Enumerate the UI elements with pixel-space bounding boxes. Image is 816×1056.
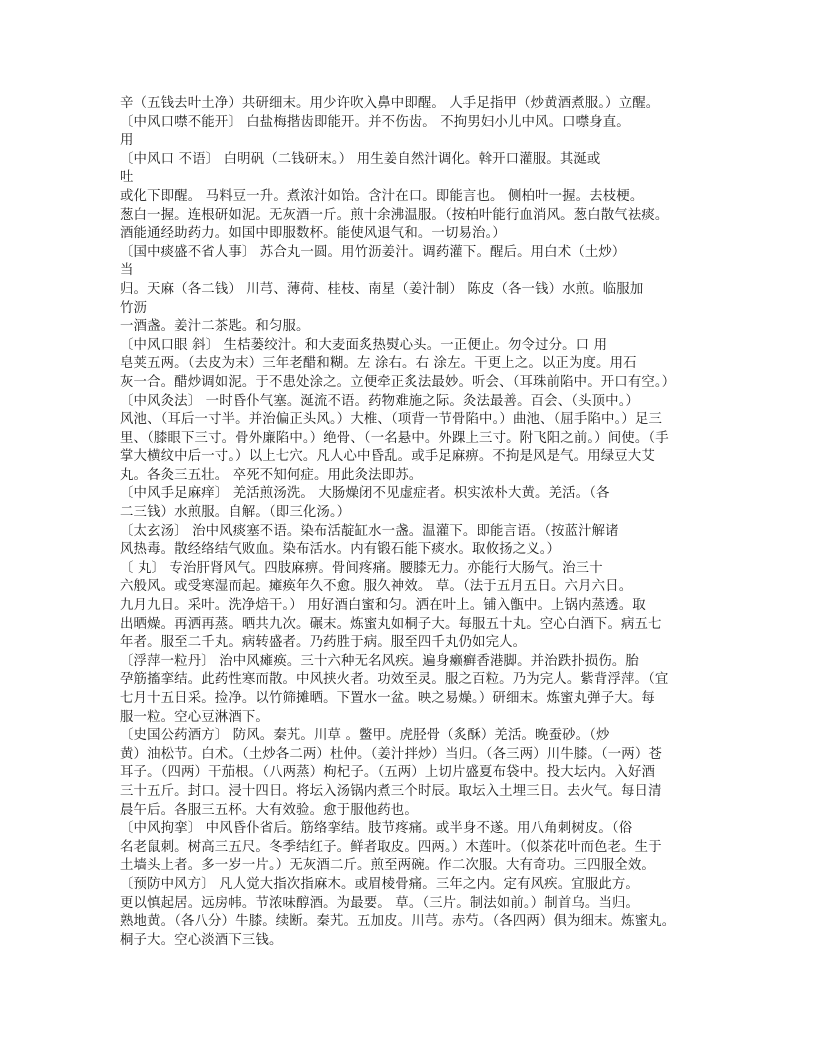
text-line: 二三钱）水煎服。自解。（即三化汤。） [120, 505, 351, 521]
text-line: 〔预防中风方〕 凡人觉大指次指麻木。或眉棱骨痛。三年之内。定有风疾。宜服此方。 [120, 876, 639, 892]
text-line: 桐子大。空心淡酒下三钱。 [120, 932, 283, 948]
text-line: 孕筋搐挛结。此药性寒而散。中风挟火者。功效至灵。服之百粒。乃为完人。紫背浮萍。（宜 [120, 672, 669, 688]
text-line: 〔中风灸法〕 一时昏仆气塞。涎流不语。药物难施之际。灸法最善。百会、（头顶中。） [120, 393, 640, 409]
text-line: 〔浮萍一粒丹〕 治中风瘫痪。三十六种无名风疾。遍身癞癣香港脚。并治跌扑损伤。胎 [120, 653, 639, 669]
text-line: 皂荚五两。（去皮为末）三年老醋和糊。左 涂右。右 涂左。干更上之。以正为度。用石 [120, 356, 637, 372]
text-line: 掌大横纹中后一寸。）以上七穴。凡人心中昏乱。或手足麻痹。不拘是风是气。用绿豆大艾 [120, 449, 655, 465]
text-line: 名老鼠刺。树高三五尺。冬季结红子。鲜者取皮。四两。）木莲叶。（似茶花叶而色老。生于 [120, 839, 662, 855]
text-line: 〔中风口 不语〕 白明矾（二钱研末。） 用生姜自然汁调化。斡开口灌服。其涎或 [120, 151, 601, 167]
text-line: 辛（五钱去叶土净）共研细末。用少许吹入鼻中即醒。 人手足指甲（炒黄酒煮服。）立醒。 [120, 96, 660, 111]
text-line: 〔中风口眼 斜〕 生桔蒌绞汁。和大麦面炙热熨心头。一正便止。勿令过分。口 用 [120, 337, 608, 353]
text-line: 吐 [120, 170, 134, 186]
text-line: 年者。服至二千丸。病转盛者。乃药胜于病。服至四千丸仍如完人。 [120, 635, 527, 651]
text-line: 晨午后。各服三五杯。大有效验。愈于服他药也。 [120, 802, 418, 818]
text-line: 风池、（耳后一寸半。并治偏正头风。）大椎、（项背一节骨陷中。）曲池、（屈手陷中。）足三 [120, 412, 663, 428]
text-line: 〔中风手足麻痒〕 羌活煎汤洗。 大肠燥闭不见虚症者。枳实浓朴大黄。羌活。（各 [120, 486, 610, 502]
text-line: 服一粒。空心豆淋酒下。 [120, 709, 269, 725]
text-line: 〔史国公药酒方〕 防风。秦艽。川草 。鳖甲。虎胫骨（炙酥）羌活。晚蚕砂。（炒 [120, 728, 610, 744]
text-line: 〔太玄汤〕 治中风痰塞不语。染布活靛缸水一盏。温灌下。即能言语。（按蓝汁解诸 [120, 523, 619, 539]
text-line: 丸。各灸三五壮。 卒死不知何症。用此灸法即苏。 [120, 467, 423, 483]
text-line: 当 [120, 263, 134, 279]
text-line: 六般风。或受寒湿而起。瘫痪年久不愈。服久神效。 草。（法于五月五日。六月六日。 [120, 579, 633, 595]
text-line: 更以慎起居。远房帏。节浓味醇酒。为最要。 草。（三片。制法如前。）制首乌。当归。 [120, 895, 640, 911]
text-line: 〔 丸〕 专治肝肾风气。四肢麻痹。骨间疼痛。腰膝无力。亦能行大肠气。治三十 [120, 560, 603, 576]
text-line: 归。天麻（各二钱） 川芎、薄荷、桂枝、南星（姜汁制） 陈皮（各一钱）水煎。临服加 [120, 281, 644, 297]
text-line: 出晒燥。再洒再蒸。晒共九次。碾末。炼蜜丸如桐子大。每服五十丸。空心白酒下。病五七 [120, 616, 662, 632]
text-line: 里、（膝眼下三寸。骨外廉陷中。）绝骨、（一名悬中。外踝上三寸。附飞阳之前。）间使。（手 [120, 430, 669, 446]
text-line: 〔中风拘挛〕 中风昏仆省后。筋络挛结。肢节疼痛。或半身不遂。用八角刺树皮。（俗 [120, 821, 633, 837]
text-line: 九月九日。采叶。洗净焙干。） 用好酒白蜜和匀。洒在叶上。铺入甑中。上锅内蒸透。取 [120, 598, 646, 614]
text-line: 一酒盏。姜汁二茶匙。和匀服。 [120, 319, 310, 335]
text-line: 〔中风口噤不能开〕 白盐梅揩齿即能开。并不伤齿。 不拘男妇小儿中风。口噤身直。 [120, 114, 630, 130]
text-line: 三十五斤。封口。浸十四日。将坛入汤锅内煮三个时辰。取坛入土埋三日。去火气。每日清 [120, 783, 662, 799]
document-body [120, 95, 700, 950]
text-line: 黄）油松节。白术。（土炒各二两）杜仲。（姜汁拌炒）当归。（各三两）川牛膝。（一两）苍 [120, 746, 662, 762]
text-line: 七月十五日采。捡净。以竹筛摊晒。下置水一盆。映之易燥。）研细末。炼蜜丸弹子大。每 [120, 691, 655, 706]
text-line: 或化下即醒。 马料豆一升。煮浓汁如饴。含汁在口。即能言也。 侧柏叶一握。去枝梗。 [120, 188, 644, 204]
text-line: 葱白一握。连根研如泥。无灰酒一斤。煎十余沸温服。（按柏叶能行血消风。葱白散气祛痰。 [120, 207, 669, 223]
text-line: 土墙头上者。多一岁一片。）无灰酒二斤。煎至两碗。作二次服。大有奇功。三四服全效。 [120, 858, 655, 874]
text-line: 酒能通经助药力。如国中即服数杯。能使风退气和。一切易治。） [120, 226, 506, 242]
text-line: 灰一合。醋炒调如泥。于不患处涂之。立便牵正炙法最妙。听会、（耳珠前陷中。开口有空。） [120, 374, 676, 390]
text-line: 用 [120, 133, 134, 149]
text-line: 风热毒。散经络结气败血。染布活水。内有锻石能下痰水。取攸扬之义。） [120, 542, 561, 558]
text-line: 竹沥 [120, 300, 148, 316]
text-line: 耳子。（四两）干茄根。（八两蒸）枸杞子。（五两）上切片盛夏布袋中。投大坛内。入好酒 [120, 765, 656, 781]
text-line: 〔国中痰盛不省人事〕 苏合丸一圆。用竹沥姜汁。调药灌下。醒后。用白术（土炒） [120, 244, 626, 260]
text-line: 熟地黄。（各八分）牛膝。续断。秦艽。五加皮。川芎。赤芍。（各四两）俱为细末。炼蜜丸。 [120, 914, 676, 930]
